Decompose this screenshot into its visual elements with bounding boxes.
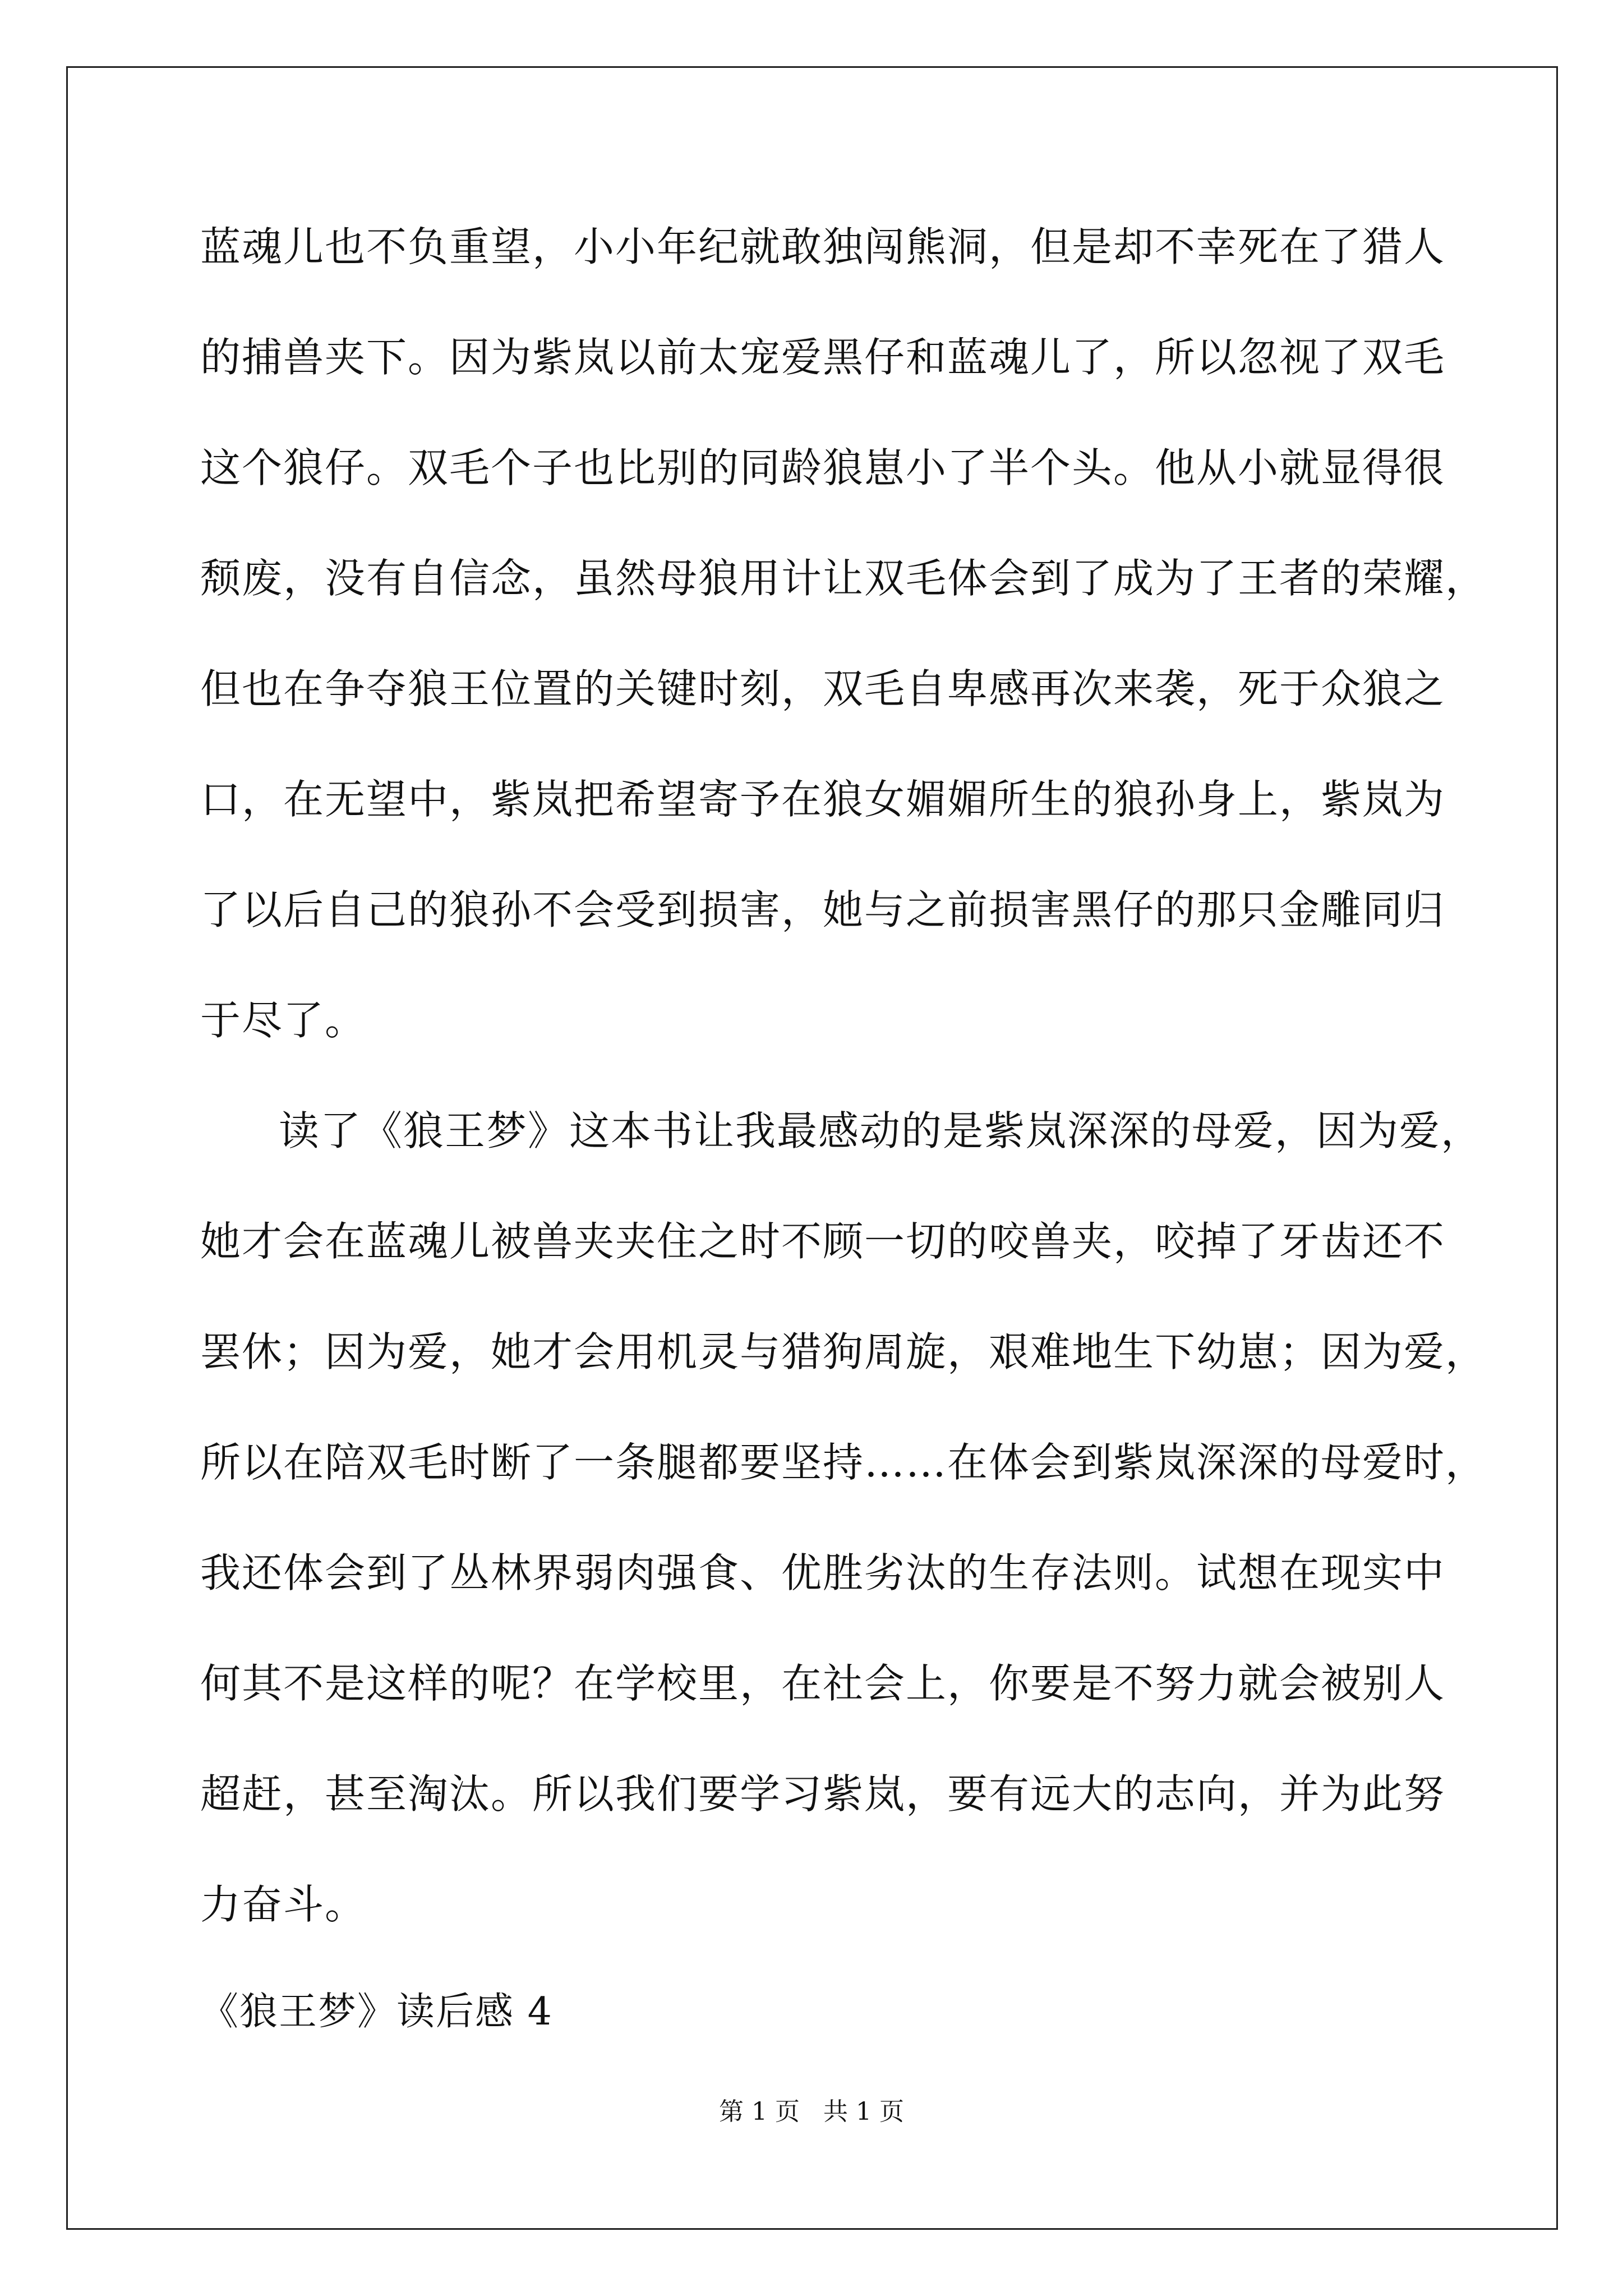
paragraph-2-line-2: 她才会在蓝魂儿被兽夹夹住之时不顾一切的咬兽夹，咬掉了牙齿还不 <box>200 1218 1446 1265</box>
paragraph-1-line-5: 但也在争夺狼王位置的关键时刻，双毛自卑感再次来袭，死于众狼之 <box>200 665 1446 712</box>
section-heading: 《狼王梦》读后感 4 <box>200 1990 553 2034</box>
paragraph-2-line-6: 何其不是这样的呢？在学校里，在社会上，你要是不努力就会被别人 <box>200 1660 1446 1707</box>
paragraph-1-line-8: 于尽了。 <box>200 997 367 1044</box>
paragraph-2-line-1: 读了《狼王梦》这本书让我最感动的是紫岚深深的母爱，因为爱， <box>279 1107 1483 1154</box>
page-number-footer: 第 1 页 共 1 页 <box>719 2097 904 2126</box>
paragraph-1-line-1: 蓝魂儿也不负重望，小小年纪就敢独闯熊洞，但是却不幸死在了猎人 <box>200 223 1446 270</box>
paragraph-2-line-8: 力奋斗。 <box>200 1881 367 1928</box>
paragraph-2-line-7: 超赶，甚至淘汰。所以我们要学习紫岚，要有远大的志向，并为此努 <box>200 1770 1446 1818</box>
paragraph-1-line-6: 口，在无望中，紫岚把希望寄予在狼女媚媚所生的狼孙身上，紫岚为 <box>200 776 1446 823</box>
paragraph-1-line-4: 颓废，没有自信念，虽然母狼用计让双毛体会到了成为了王者的荣耀， <box>200 555 1487 602</box>
paragraph-2-line-4: 所以在陪双毛时断了一条腿都要坚持……在体会到紫岚深深的母爱时， <box>200 1439 1487 1486</box>
paragraph-1-line-2: 的捕兽夹下。因为紫岚以前太宠爱黑仔和蓝魂儿了，所以忽视了双毛 <box>200 334 1446 381</box>
paragraph-1-line-7: 了以后自己的狼孙不会受到损害，她与之前损害黑仔的那只金雕同归 <box>200 886 1446 933</box>
paragraph-2-line-3: 罢休；因为爱，她才会用机灵与猎狗周旋，艰难地生下幼崽；因为爱， <box>200 1328 1487 1375</box>
paragraph-2-line-5: 我还体会到了丛林界弱肉强食、优胜劣汰的生存法则。试想在现实中 <box>200 1549 1446 1596</box>
paragraph-1-line-3: 这个狼仔。双毛个子也比别的同龄狼崽小了半个头。他从小就显得很 <box>200 444 1446 491</box>
